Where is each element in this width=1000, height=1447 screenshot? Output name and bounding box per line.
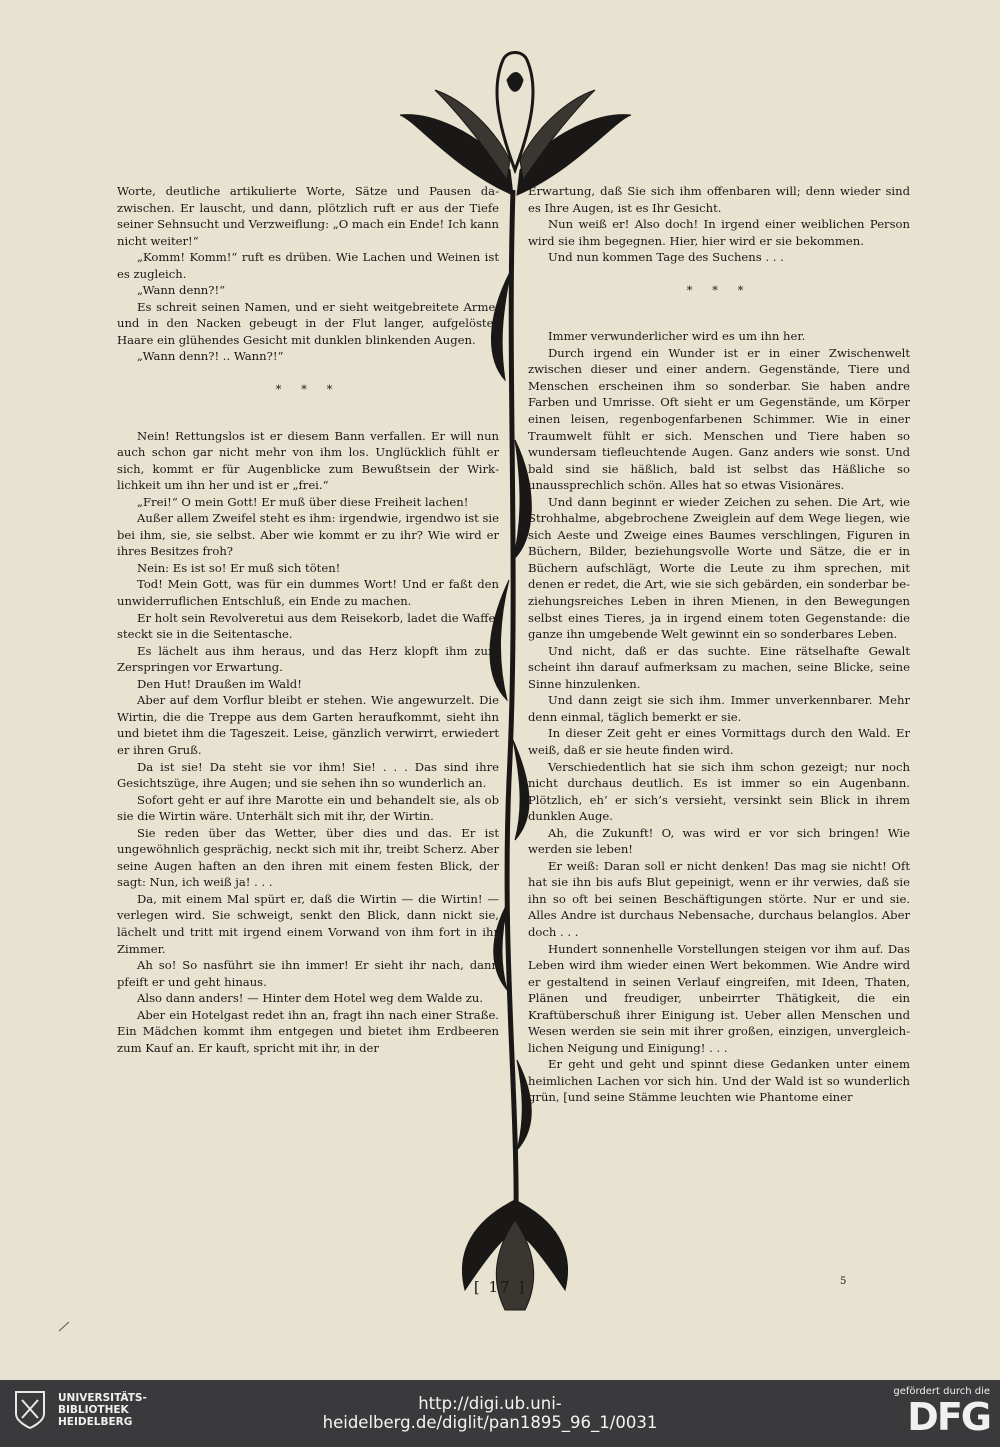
paragraph: Sie reden über das Wetter, über dies und das. Er ist ungewöhnlich gesprächig, neckt sich mit ihr, treibt Scherz. Aber seine Augen haften an den ihren mit einem festen Blick, der sagt: Nun, ich weiß ja! . . . bbox=[117, 825, 499, 890]
paragraph: Durch irgend ein Wunder ist er in einer Zwischenwelt zwischen dieser und einer andern. Gegenstände, Tiere und Menschen erscheinen ihm so sonderbar. Sie haben andre Farben und Umrisse. Oft sieht er um Gegenstände, um Körper einen leisen, regenbogenfarbenen Schimmer. Wie in einer Traumwelt fühlt er sich. Menschen und Tiere haben so wundersam tiefleuchtende Augen. Ganz anders wie sonst. Und bald sind sie häßlich, bald ist selbst das Häßliche so unaussprechlich schön. Alles hat so etwas Visionäres. bbox=[528, 345, 910, 493]
paragraph: Ah so! So nasführt sie ihn immer! Er sieht ihr nach, dann pfeift er und geht hinaus. bbox=[117, 958, 499, 989]
paragraph: Er geht und geht und spinnt diese Gedanken unter einem heimlichen Lachen vor sich hin. Und der Wald ist so wunderlich grün, [und seine Stämme leuchten wie Phantome einer bbox=[528, 1057, 910, 1105]
paragraph: Und nun kommen Tage des Suchens . . . bbox=[548, 250, 784, 265]
paragraph: In dieser Zeit geht er eines Vormittags durch den Wald. Er weiß, daß er sie heute finden wird. bbox=[528, 726, 910, 757]
paragraph: Es schreit seinen Namen, und er sieht weitgebreitete Arme, und in den Nacken gebeugt in der Flut langer, aufgelöster Haare ein glühendes Gesicht mit dunklen blinkenden Augen. bbox=[117, 299, 499, 347]
library-name-line: BIBLIOTHEK bbox=[58, 1404, 129, 1416]
signature-mark: 5 bbox=[840, 1276, 847, 1287]
paragraph: Verschiedentlich hat sie sich ihm schon gezeigt; nur noch nicht durchaus deutlich. Es ist immer so ein Augenbann. Plötzlich, eh’ er sich’s versieht, versinkt sein Blick in ihrem dunklen Auge. bbox=[528, 759, 910, 824]
pencil-mark-icon bbox=[58, 1320, 70, 1332]
paragraph: Er weiß: Daran soll er nicht denken! Das mag sie nicht! Oft hat sie ihn bis aufs Blut gepeinigt, wenn er ihr verwies, daß sie ihn so oft bei seinen Beschäftigungen störte. Nur er und sie. Alles Andre ist durchaus Nebensache, durchaus belanglos. Aber doch . . . bbox=[528, 858, 910, 939]
paragraph: Außer allem Zweifel steht es ihm: irgendwie, irgendwo ist sie bei ihm, sie, sie selbst. Aber wie kommt er zu ihr? Wie wird er ihres Besitzes froh? bbox=[117, 511, 499, 559]
paragraph: Tod! Mein Gott, was für ein dummes Wort! Und er faßt den unwiderruflichen Entschluß, ein Ende zu machen. bbox=[117, 577, 499, 609]
left-text-column bbox=[117, 183, 499, 1056]
paragraph: Da ist sie! Da steht sie vor ihm! Sie! . . . Das sind ihre Gesichtszüge, ihre Augen; und sie sehen ihn so wunderlich an. bbox=[117, 759, 499, 791]
section-break: * * * bbox=[275, 382, 341, 397]
paragraph: Nein! Rettungslos ist er diesem Bann verfallen. Er will nun auch schon gar nicht mehr von ihm los. Unglücklich fühlt er sich, kommt er für Augenblicke zum Bewußtsein der Wirklichkeit um ihn her und ist er „frei.“ bbox=[117, 428, 499, 493]
dfg-wordmark: DFG bbox=[907, 1395, 990, 1439]
paragraph: Worte, deutliche artikulierte Worte, Sätze und Pausen dazwischen. Er lauscht, und dann, plötzlich ruft er aus der Tiefe seiner Sehnsucht und Verzweiflung: „O mach ein Ende! Ich kann nicht weiter!“ bbox=[117, 184, 499, 248]
paragraph: Also dann anders! — Hinter dem Hotel weg dem Walde zu. bbox=[137, 991, 484, 1006]
library-name-line: HEIDELBERG bbox=[58, 1416, 133, 1428]
paragraph: Erwartung, daß Sie sich ihm offenbaren will; denn wieder sind es Ihre Augen, ist es Ihr Gesicht. bbox=[528, 184, 910, 215]
funded-by-label: gefördert durch die bbox=[893, 1386, 990, 1397]
right-text-column bbox=[528, 183, 910, 1106]
paragraph: Aber ein Hotelgast redet ihn an, fragt ihn nach einer Straße. Ein Mädchen kommt ihm entgegen und bietet ihm Erdbeeren zum Kauf an. Er kauft, spricht mit ihr, in der bbox=[117, 1007, 499, 1055]
paragraph: Und nicht, daß er das suchte. Eine rätselhafte Gewalt scheint ihn darauf aufmerksam zu machen, seine Blicke, seine Sinne hinzulenken. bbox=[528, 643, 910, 691]
paragraph: Den Hut! Draußen im Wald! bbox=[137, 676, 302, 691]
paragraph: Hundert sonnenhelle Vorstellungen steigen vor ihm auf. Das Leben wird ihm wieder einen Wert bekommen. Wie Andre wird er gestaltend in seinen Verlauf eingreifen, mit Ideen, Thaten, Plänen und freudiger, unbeirrter Thätigkeit, die ein Kraftüberschuß ihrer Einigung ist. Ueber allen Menschen und Wesen werden sie sein mit ihrer großen, einzigen, unvergleichlichen Neigung und Einigung! . . . bbox=[528, 941, 910, 1055]
paragraph: „Wann denn?! .. Wann?!“ bbox=[137, 349, 284, 364]
page-number: [ 17 ] bbox=[473, 1278, 527, 1296]
paragraph: Und dann zeigt sie sich ihm. Immer unverkennbarer. Mehr denn einmal, täglich bemerkt er sie. bbox=[528, 693, 910, 724]
paragraph: Sofort geht er auf ihre Marotte ein und behandelt sie, als ob sie die Wirtin wäre. Unterhält sich mit ihr, der Wirtin. bbox=[117, 792, 499, 824]
paragraph: Und dann beginnt er wieder Zeichen zu sehen. Die Art, wie Strohhalme, abgebrochene Zweiglein auf dem Wege liegen, wie sich Aeste und Zweige eines Baumes verschlingen, Figuren in Büchern, Bilder, beziehungsvolle Worte und Sätze, die er in Büchern aufschlägt, Worte die Leute zu ihm sprechen, mit denen er redet, die Art, wie sie sich gebärden, ein sonderbar beziehungsreiches Leben in ihren Mienen, in den Bewegungen selbst eines Tieres, ja in irgend einem toten Gegenstande: die ganze ihn umgebende Welt gewinnt ein so sonderbares Leben. bbox=[528, 494, 910, 642]
paragraph: Ah, die Zukunft! O, was wird er vor sich bringen! Wie werden sie leben! bbox=[528, 825, 910, 857]
paragraph: Nun weiß er! Also doch! In irgend einer weiblichen Person wird sie ihm begegnen. Hier, hier wird er sie bekommen. bbox=[528, 217, 910, 248]
paragraph: „Wann denn?!“ bbox=[137, 283, 226, 298]
paragraph: Es lächelt aus ihm heraus, und das Herz klopft ihm zum Zerspringen vor Erwartung. bbox=[117, 643, 499, 675]
permalink-url[interactable]: http://digi.ub.uni-heidelberg.de/diglit/pan1895_96_1/0031 bbox=[322, 1394, 658, 1432]
paragraph: „Frei!“ O mein Gott! Er muß über diese Freiheit lachen! bbox=[137, 494, 469, 509]
paragraph: „Komm! Komm!“ ruft es drüben. Wie Lachen und Weinen ist es zugleich. bbox=[117, 250, 499, 281]
paragraph: Da, mit einem Mal spürt er, daß die Wirtin — die Wirtin! — verlegen wird. Sie schweigt, senkt den Blick, dann nickt sie, lächelt und tritt mit irgend einem Vorwand von ihm fort in ihr Zimmer. bbox=[117, 891, 499, 956]
dfg-logo[interactable] bbox=[886, 1386, 990, 1437]
paragraph: Er holt sein Revolveretui aus dem Reisekorb, ladet die Waffe, steckt sie in die Seitentasche. bbox=[117, 610, 499, 642]
library-name-line: UNIVERSITÄTS- bbox=[58, 1392, 147, 1404]
university-seal-icon bbox=[12, 1390, 48, 1430]
paragraph: Immer verwunderlicher wird es um ihn her. bbox=[548, 329, 806, 344]
viewer-footer bbox=[0, 1380, 1000, 1447]
paragraph: Nein: Es ist so! Er muß sich töten! bbox=[137, 560, 341, 575]
paragraph: Aber auf dem Vorflur bleibt er stehen. Wie angewurzelt. Die Wirtin, die die Treppe aus dem Garten heraufkommt, sieht ihn und bietet ihm die Tageszeit. Leise, gänzlich verwirrt, erwiedert er ihren Gruß. bbox=[117, 693, 499, 757]
section-break: * * * bbox=[686, 282, 752, 297]
library-logo[interactable] bbox=[12, 1390, 147, 1430]
